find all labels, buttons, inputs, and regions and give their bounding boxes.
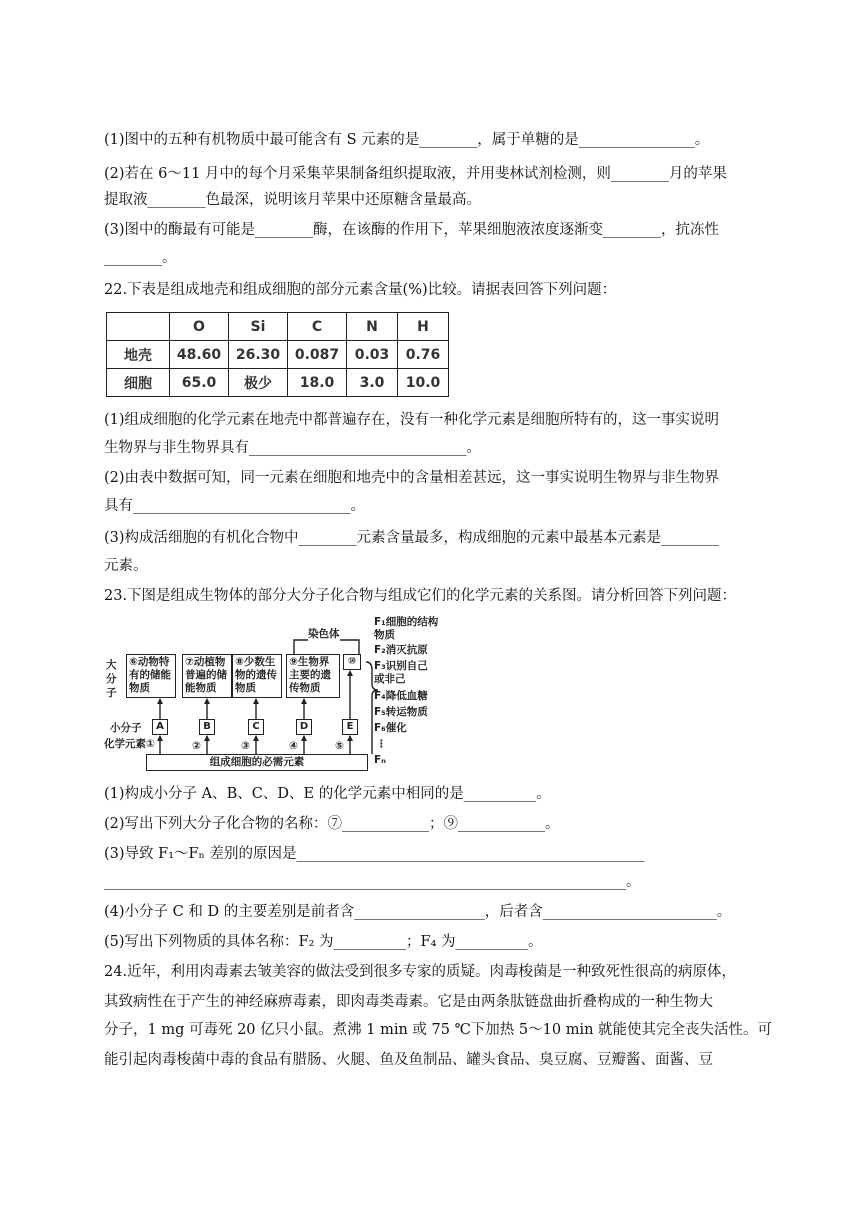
function-f3: F₃识别自己或非己 [374,660,428,685]
table-cell: 细胞 [107,369,170,397]
q22-part2-line1: (2)由表中数据可知，同一元素在细胞和地壳中的含量相差甚远，这一事实说明生物界与非生物界 [104,470,720,486]
q23-part4: (4)小分子 C 和 D 的主要差别是前者含__________________，后者含________________________。 [104,904,732,920]
table-row [107,369,449,397]
table-cell: 18.0 [288,369,347,397]
function-f6: F₆催化 [374,722,407,734]
table-cell: 65.0 [170,369,229,397]
table-cell: Si [229,313,288,341]
table-cell: 0.087 [288,341,347,369]
function-f2: F₂消灭抗原 [374,644,428,656]
small-molecule-label: 小分子 [110,722,142,734]
q24-line1: 24.近年，利用肉毒素去皱美容的做法受到很多专家的质疑。肉毒梭菌是一种致死性很高的病原体， [104,964,737,980]
q23-part1: (1)构成小分子 A、B、C、D、E 的化学元素中相同的是__________。 [104,786,551,802]
q22-stem: 22.下表是组成地壳和组成细胞的部分元素含量(%)比较。请据表回答下列问题： [104,282,617,298]
q23-part3-line1: (3)导致 F₁～Fₙ 差别的原因是________________________________________________ [104,846,645,862]
small-d: D [296,719,312,735]
arrow-label-5: ⑤ [335,740,344,752]
element-content-table [106,312,449,397]
function-f5: F₅转运物质 [374,706,428,718]
function-fn: Fₙ [374,754,386,766]
function-f4: F₄降低血糖 [374,690,428,702]
macromolecule-label: 大分子 [106,659,117,699]
q21-part1: (1)图中的五种有机物质中最可能含有 S 元素的是________，属于单糖的是________________。 [104,132,710,148]
q22-part3-line1: (3)构成活细胞的有机化合物中________元素含量最多，构成细胞的元素中最基本元素是________ [104,530,720,546]
table-row [107,341,449,369]
q21-part3-line1: (3)图中的酶最有可能是________酶，在该酶的作用下，苹果细胞液浓度逐渐变________，抗冻性 [104,222,720,238]
q22-part1-line2: 生物界与非生物界具有______________________________。 [104,440,481,456]
q23-part3-line2: ________________________________________________________________________。 [104,874,641,890]
table-cell: 0.03 [347,341,398,369]
q24-line3: 分子，1 mg 可毒死 20 亿只小鼠。煮沸 1 min 或 75 ℃下加热 5～10 min 就能使其完全丧失活性。可 [104,1022,773,1038]
table-cell: C [288,313,347,341]
box-plant-animal-storage: ⑦动植物普遍的储能物质 [182,654,232,698]
q21-part2-line1: (2)若在 6～11 月中的每个月采集苹果制备组织提取液，并用斐林试剂检测，则________月的苹果 [104,166,727,182]
q21-part2-line2: 提取液________色最深，说明该月苹果中还原糖含量最高。 [104,192,481,208]
table-cell: O [170,313,229,341]
essential-elements-box: 组成细胞的必需元素 [146,754,368,771]
function-f1: F₁细胞的结构物质 [374,616,439,641]
q24-line4: 能引起肉毒梭菌中毒的食品有腊肠、火腿、鱼及鱼制品、罐头食品、臭豆腐、豆瓣酱、面酱、豆 [104,1052,713,1068]
q22-part2-line2: 具有______________________________。 [104,498,365,514]
small-a: A [152,719,168,735]
macromolecule-diagram [104,614,444,772]
table-cell: N [347,313,398,341]
arrow-label-4: ④ [289,740,298,752]
chemical-element-label: 化学元素① [104,738,155,750]
small-e: E [342,719,358,735]
q22-part1-line1: (1)组成细胞的化学元素在地壳中都普遍存在，没有一种化学元素是细胞所特有的，这一事实说明 [104,412,720,428]
table-cell: 10.0 [398,369,449,397]
table-header-row [107,313,449,341]
arrow-label-3: ③ [241,740,250,752]
q22-part3-line2: 元素。 [104,558,148,574]
box-10: ⑩ [343,654,361,670]
q23-part5: (5)写出下列物质的具体名称：F₂ 为__________；F₄ 为__________。 [104,934,543,950]
small-b: B [199,719,215,735]
box-main-genetic: ⑨生物界主要的遗传物质 [286,654,340,698]
function-ellipsis: ⋮ [376,738,387,750]
table-cell: 极少 [229,369,288,397]
q21-part3-line2: ________。 [104,250,177,266]
chromosome-label: 染色体 [308,628,340,640]
q23-stem: 23.下图是组成生物体的部分大分子化合物与组成它们的化学元素的关系图。请分析回答下列问题： [104,588,737,604]
table-cell: 地壳 [107,341,170,369]
q24-line2: 其致病性在于产生的神经麻痹毒素，即肉毒类毒素。它是由两条肽链盘曲折叠构成的一种生物大 [104,994,713,1010]
table-cell [107,313,170,341]
table-cell: 3.0 [347,369,398,397]
arrow-label-2: ② [192,740,201,752]
box-animal-storage: ⑥动物特有的储能物质 [126,654,176,698]
q23-part2: (2)写出下列大分子化合物的名称：⑦____________；⑨____________。 [104,816,560,832]
table-cell: 26.30 [229,341,288,369]
box-minority-genetic: ⑧少数生物的遗传物质 [232,654,282,698]
table-cell: H [398,313,449,341]
small-c: C [248,719,264,735]
table-cell: 0.76 [398,341,449,369]
table-cell: 48.60 [170,341,229,369]
